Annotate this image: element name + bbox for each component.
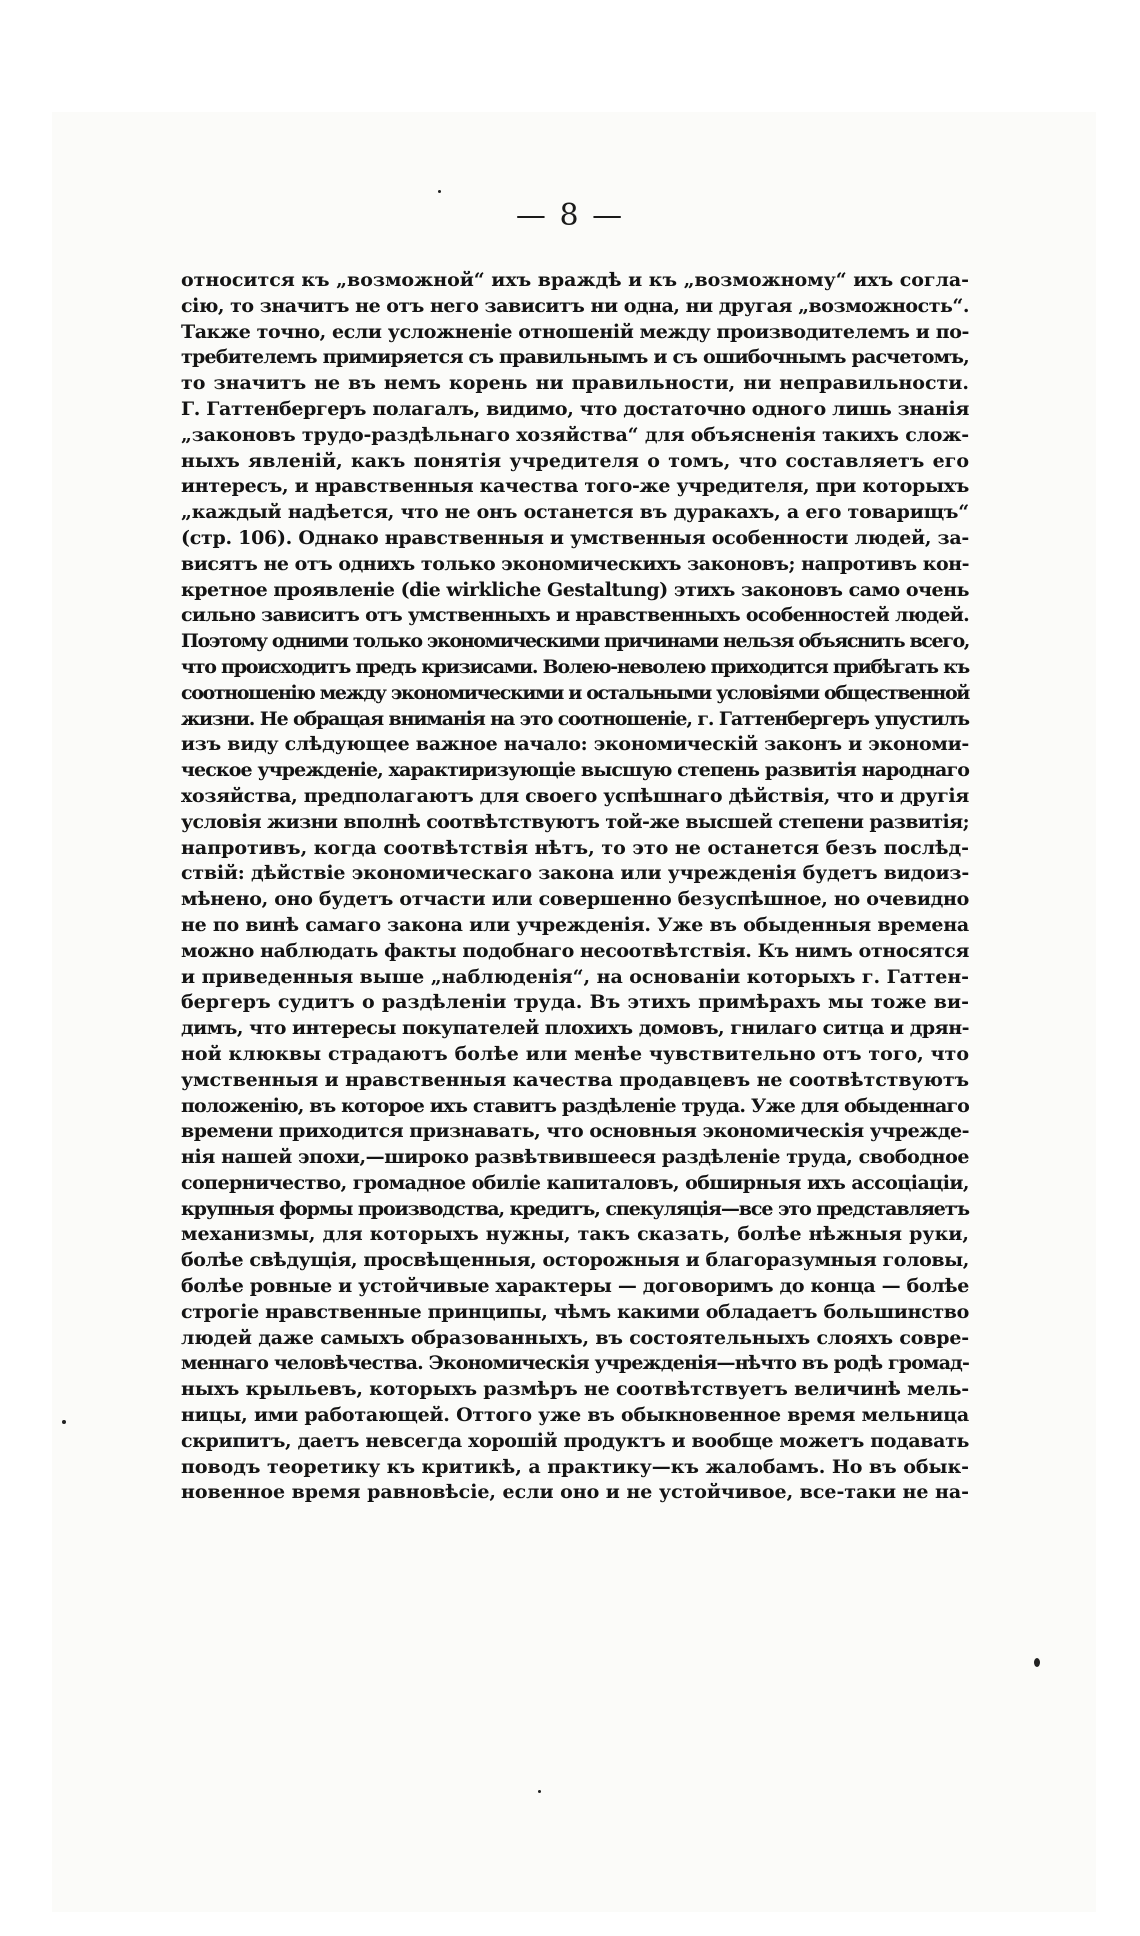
text-line: (стр. 106). Однако нравственныя и умственныя особенности людей, за- bbox=[181, 526, 969, 549]
text-line: напротивъ, когда соотвѣтствія нѣтъ, то это не останется безъ послѣд- bbox=[181, 836, 969, 859]
text-line: не по винѣ самаго закона или учрежденія. Уже въ обыденныя времена bbox=[181, 913, 969, 936]
text-line: кретное проявленіе (die wirkliche Gestaltung) этихъ законовъ само очень bbox=[181, 578, 969, 601]
text-line: ческое учрежденіе, характиризующіе высшую степень развитія народнаго bbox=[181, 759, 969, 782]
text-line: меннаго человѣчества. Экономическія учрежденія—нѣчто въ родѣ громад- bbox=[181, 1352, 969, 1375]
text-line: сильно зависитъ отъ умственныхъ и нравственныхъ особенностей людей. bbox=[181, 604, 969, 627]
text-line: ницы, ими работающей. Оттого уже въ обыкновенное время мельница bbox=[181, 1404, 969, 1427]
text-line: Поэтому одними только экономическими причинами нельзя объяснить всего, bbox=[181, 630, 969, 653]
text-line: можно наблюдать факты подобнаго несоотвѣтствія. Къ нимъ относятся bbox=[181, 939, 969, 962]
text-line: ныхъ явленій, какъ понятія учредителя о томъ, что составляетъ его bbox=[181, 449, 969, 472]
text-line: мѣнено, оно будетъ отчасти или совершенно безуспѣшное, но очевидно bbox=[181, 888, 969, 911]
text-line: и приведенныя выше „наблюденія“, на основаніи которыхъ г. Гаттен- bbox=[181, 965, 969, 988]
text-line: ной клюквы страдаютъ болѣе или менѣе чувствительно отъ того, что bbox=[181, 1042, 969, 1065]
text-line: новенное время равновѣсіе, если оно и не устойчивое, все-таки не на- bbox=[181, 1481, 969, 1504]
text-line: нія нашей эпохи,—широко развѣтвившееся раздѣленіе труда, свободное bbox=[181, 1146, 969, 1169]
scan-speck bbox=[62, 1420, 66, 1424]
text-line: умственныя и нравственныя качества продавцевъ не соотвѣтствуютъ bbox=[181, 1068, 969, 1091]
text-line: крупныя формы производства, кредитъ, спекуляція—все это представляетъ bbox=[181, 1197, 969, 1220]
text-line: ныхъ крыльевъ, которыхъ размѣръ не соотвѣтствуетъ величинѣ мель- bbox=[181, 1378, 969, 1401]
text-line: ствій: дѣйствіе экономическаго закона или учрежденія будетъ видоиз- bbox=[181, 862, 969, 885]
text-line: требителемъ примиряется съ правильнымъ и съ ошибочнымъ расчетомъ, bbox=[181, 346, 969, 369]
text-line: бергеръ судитъ о раздѣленіи труда. Въ этихъ примѣрахъ мы тоже ви- bbox=[181, 991, 969, 1014]
text-line: относится къ „возможной“ ихъ враждѣ и къ „возможному“ ихъ согла- bbox=[181, 269, 969, 291]
body-text bbox=[181, 268, 969, 1506]
text-line: времени приходится признавать, что основныя экономическія учрежде- bbox=[181, 1120, 969, 1143]
text-line: поводъ теоретику къ критикѣ, а практику—къ жалобамъ. Но въ обык- bbox=[181, 1455, 969, 1478]
page-number: — 8 — bbox=[515, 198, 625, 233]
scan-speck bbox=[438, 190, 441, 193]
text-line: изъ виду слѣдующее важное начало: экономическій законъ и экономи- bbox=[181, 733, 969, 756]
text-line: „законовъ трудо-раздѣльнаго хозяйства“ для объясненія такихъ слож- bbox=[181, 423, 969, 446]
text-line: то значитъ не въ немъ корень ни правильности, ни неправильности. bbox=[181, 372, 969, 395]
text-line: Г. Гаттенбергеръ полагалъ, видимо, что достаточно одного лишь знанія bbox=[181, 397, 969, 420]
text-line: что происходитъ предъ кризисами. Волею-неволею приходится прибѣгать къ bbox=[181, 655, 969, 678]
text-line: соотношенію между экономическими и остальными условіями общественной bbox=[181, 681, 969, 704]
text-line: скрипитъ, даетъ невсегда хорошій продуктъ и вообще можетъ подавать bbox=[181, 1429, 969, 1452]
text-line: жизни. Не обращая вниманія на это соотношеніе, г. Гаттенбергеръ упустилъ bbox=[181, 707, 970, 730]
text-line: висятъ не отъ однихъ только экономическихъ законовъ; напротивъ кон- bbox=[181, 552, 969, 575]
text-line: сію, то значитъ не отъ него зависитъ ни одна, ни другая „возможность“. bbox=[181, 294, 969, 317]
scan-speck bbox=[538, 1790, 541, 1793]
text-line: интересъ, и нравственныя качества того-же учредителя, при которыхъ bbox=[181, 475, 969, 498]
text-line: механизмы, для которыхъ нужны, такъ сказать, болѣе нѣжныя руки, bbox=[181, 1223, 969, 1246]
text-line: Также точно, если усложненіе отношеній между производителемъ и по- bbox=[181, 320, 969, 343]
text-line: хозяйства, предполагаютъ для своего успѣшнаго дѣйствія, что и другія bbox=[181, 784, 969, 807]
text-line: положенію, въ которое ихъ ставитъ раздѣленіе труда. Уже для обыденнаго bbox=[181, 1094, 969, 1117]
scan-speck bbox=[1034, 1658, 1040, 1667]
text-line: соперничество, громадное обиліе капиталовъ, обширныя ихъ ассоціаціи, bbox=[181, 1171, 969, 1194]
text-line: строгіе нравственные принципы, чѣмъ какими обладаетъ большинство bbox=[181, 1300, 969, 1323]
text-line: димъ, что интересы покупателей плохихъ домовъ, гнилаго ситца и дрян- bbox=[181, 1017, 969, 1040]
text-line: болѣе ровные и устойчивые характеры — договоримъ до конца — болѣе bbox=[181, 1275, 969, 1298]
text-line: условія жизни вполнѣ соотвѣтствуютъ той-же высшей степени развитія; bbox=[181, 810, 969, 833]
text-line: болѣе свѣдущія, просвѣщенныя, осторожныя и благоразумныя головы, bbox=[181, 1249, 969, 1272]
text-line: людей даже самыхъ образованныхъ, въ состоятельныхъ слояхъ совре- bbox=[181, 1326, 969, 1349]
text-line: „каждый надѣется, что не онъ останется въ дуракахъ, а его товарищъ“ bbox=[181, 501, 969, 524]
